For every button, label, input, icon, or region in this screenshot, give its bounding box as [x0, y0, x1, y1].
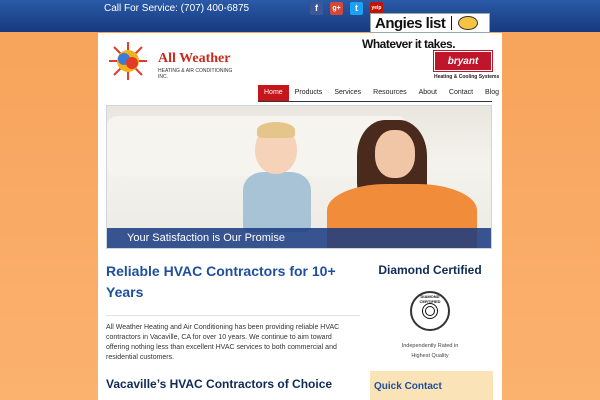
yelp-icon[interactable]: yelp: [370, 2, 383, 15]
seal-caption-line-1: Independently Rated in: [401, 343, 459, 349]
hero-child-hair: [257, 122, 295, 138]
angies-list-label: Angies list: [375, 14, 446, 32]
seal-caption-line-2: Highest Quality: [411, 353, 449, 359]
facebook-icon[interactable]: f: [310, 2, 323, 15]
sidebar-title: Diamond Certified: [378, 263, 482, 277]
google-plus-icon[interactable]: g+: [330, 2, 343, 15]
angies-list-badge[interactable]: [370, 13, 490, 33]
nav-item-resources[interactable]: Resources: [373, 89, 407, 96]
intro-paragraph: All Weather Heating and Air Conditioning has been providing reliable HVAC contractors in Vacaville, CA for over 10 years. We continue to aim toward offering nothing less than excellent HVAC services to both commercial and residential customers.: [106, 324, 340, 361]
main-nav: [258, 85, 505, 101]
twitter-icon[interactable]: t: [350, 2, 363, 15]
nav-item-blog[interactable]: Blog: [485, 89, 500, 96]
top-bar: [0, 0, 600, 32]
hero-caption: Your Satisfaction is Our Promise: [107, 228, 491, 248]
hero-child-body: [243, 172, 311, 232]
nav-item-home[interactable]: Home: [258, 85, 289, 101]
bryant-logo[interactable]: bryant: [434, 51, 492, 71]
angies-award-icon: [458, 16, 478, 30]
nav-item-services[interactable]: Services: [334, 89, 362, 96]
nav-item-about-us[interactable]: About: [418, 89, 437, 96]
seal-text: DIAMOND CERTIFIED: [419, 294, 441, 304]
section-subtitle: Vacaville’s HVAC Contractors of Choice: [106, 377, 333, 391]
hero-banner: [106, 105, 492, 249]
seal-caption: [368, 341, 492, 361]
bryant-subtitle: Heating & Cooling Systems: [434, 74, 500, 80]
tagline: Whatever it takes.: [362, 37, 456, 51]
quick-contact-title: Quick Contact: [374, 381, 442, 392]
hero-mother-face: [375, 130, 415, 178]
nav-item-products[interactable]: Products: [294, 89, 323, 96]
call-for-service-text[interactable]: Call For Service: (707) 400-6875: [104, 3, 250, 14]
nav-item-contact-us[interactable]: Contact: [448, 89, 474, 96]
quick-contact-box: [370, 371, 493, 400]
diamond-certified-seal-icon[interactable]: [410, 291, 450, 331]
logo-title: All Weather: [158, 51, 231, 66]
angies-divider: [451, 16, 452, 30]
main-panel: [98, 33, 502, 400]
sun-snowflake-logo-icon: [108, 41, 148, 81]
page-title: Reliable HVAC Contractors for 10+ Years: [106, 263, 336, 300]
logo-subtitle: HEATING & AIR CONDITIONING INC.: [158, 68, 233, 80]
company-logo[interactable]: [108, 41, 238, 81]
nav-underline: [258, 101, 492, 102]
seal-diamond-icon: [422, 303, 438, 319]
title-divider: [106, 315, 360, 316]
